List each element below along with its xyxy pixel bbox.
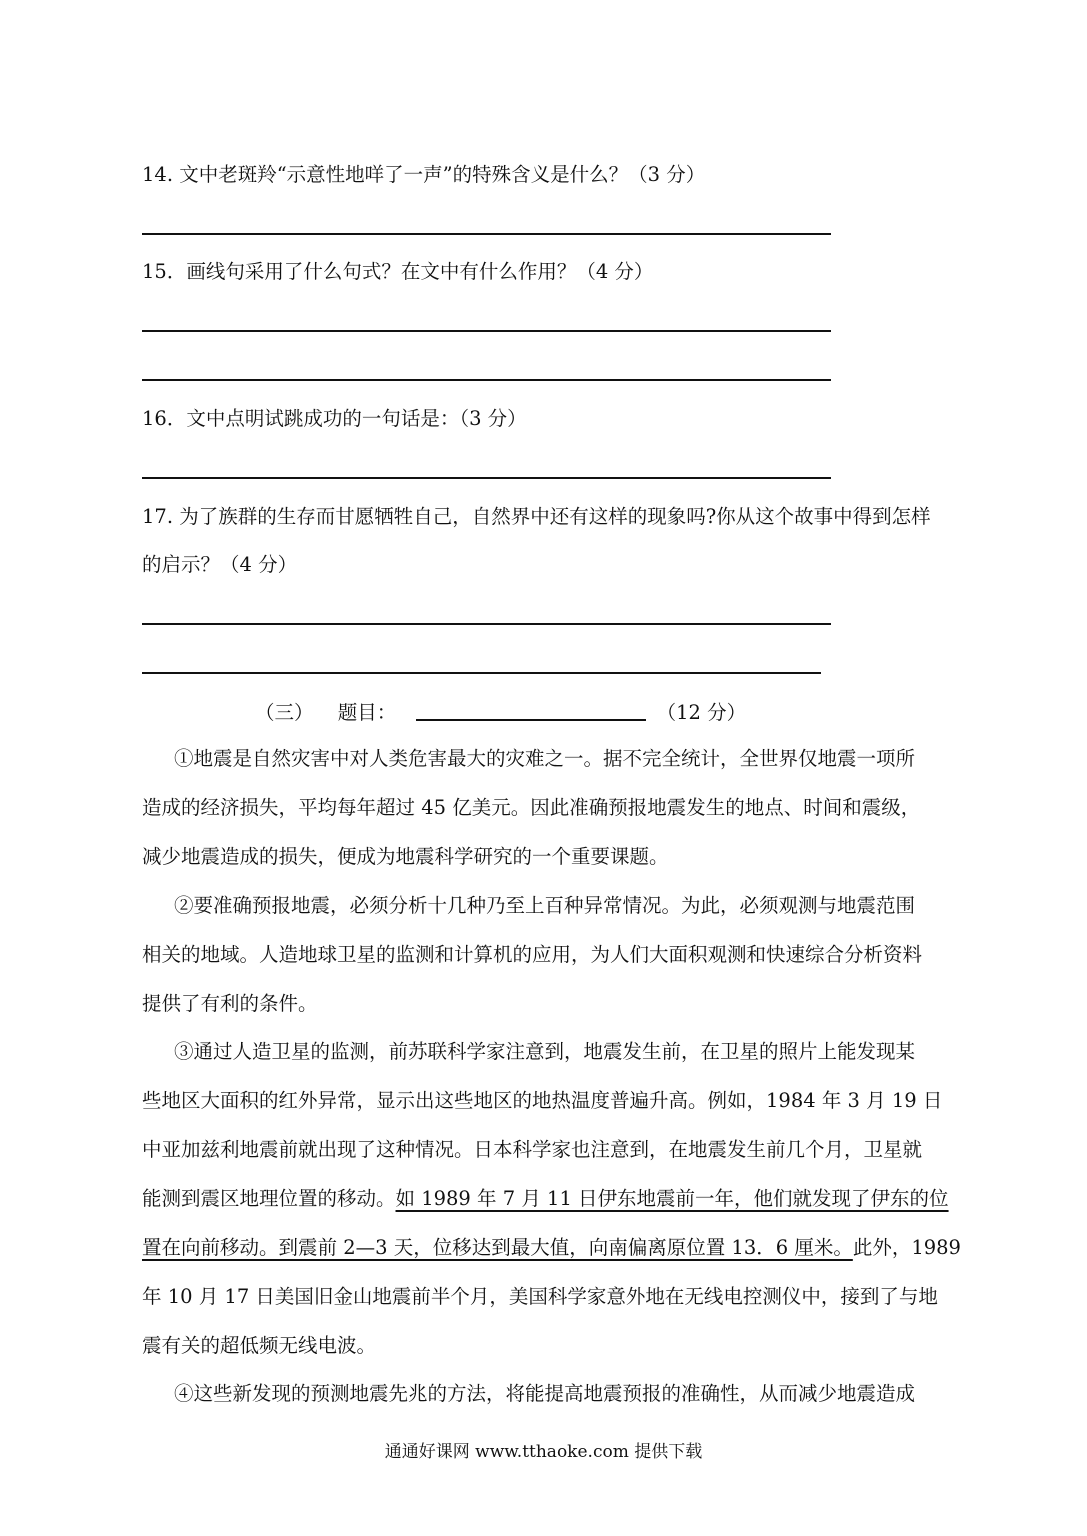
passage-line (142, 1236, 961, 1260)
page-footer: 通通好课网 www.tthaoke.com 提供下载 (384, 1442, 703, 1462)
question-15: 15．画线句采用了什么句式？在文中有什么作用？（4 分） (142, 260, 654, 283)
passage-line: ②要准确预报地震，必须分析十几种乃至上百种异常情况。为此，必须观测与地震范围 (174, 894, 916, 917)
passage-line: 中亚加兹利地震前就出现了这种情况。日本科学家也注意到，在地震发生前几个月，卫星就 (142, 1138, 923, 1161)
question-16: 16．文中点明试跳成功的一句话是：（3 分） (142, 407, 527, 430)
answer-line[interactable] (142, 233, 831, 235)
passage-line: 相关的地域。人造地球卫星的监测和计算机的应用，为人们大面积观测和快速综合分析资料 (142, 943, 923, 966)
section-3-label: （三） (255, 701, 314, 724)
passage-line: ①地震是自然灾害中对人类危害最大的灾难之一。据不完全统计，全世界仅地震一项所 (174, 747, 916, 770)
passage-line: 提供了有利的条件。 (142, 992, 318, 1015)
question-14: 14. 文中老斑羚“示意性地咩了一声”的特殊含义是什么？（3 分） (142, 163, 706, 186)
question-17-line-2: 的启示？（4 分） (142, 553, 298, 576)
title-blank[interactable] (416, 699, 646, 721)
passage-line: 震有关的超低频无线电波。 (142, 1334, 377, 1357)
answer-line[interactable] (142, 672, 821, 674)
passage-text: 此外，1989 (852, 1236, 961, 1259)
passage-line: ④这些新发现的预测地震先兆的方法，将能提高地震预报的准确性，从而减少地震造成 (174, 1382, 916, 1405)
section-3-points: （12 分） (656, 701, 747, 724)
question-17-line-1: 17. 为了族群的生存而甘愿牺牲自己，自然界中还有这样的现象吗?你从这个故事中得到怎样 (142, 505, 931, 528)
passage-line (142, 1187, 949, 1211)
passage-line: ③通过人造卫星的监测，前苏联科学家注意到，地震发生前，在卫星的照片上能发现某 (174, 1040, 916, 1063)
passage-text: 能测到震区地理位置的移动。 (142, 1187, 396, 1210)
section-3-heading (255, 699, 746, 725)
answer-line[interactable] (142, 379, 831, 381)
title-label: 题目： (337, 701, 397, 724)
passage-line: 造成的经济损失，平均每年超过 45 亿美元。因此准确预报地震发生的地点、时间和震级， (142, 796, 921, 819)
underlined-sentence: 置在向前移动。到震前 2—3 天，位移达到最大值，向南偏离原位置 13．6 厘米。 (142, 1236, 853, 1259)
passage-line: 年 10 月 17 日美国旧金山地震前半个月，美国科学家意外地在无线电控测仪中，接到了与地 (142, 1285, 938, 1308)
passage-line: 些地区大面积的红外异常，显示出这些地区的地热温度普遍升高。例如，1984 年 3 月 19 日 (142, 1089, 943, 1112)
passage-line: 减少地震造成的损失，便成为地震科学研究的一个重要课题。 (142, 845, 669, 868)
underlined-sentence: 如 1989 年 7 月 11 日伊东地震前一年，他们就发现了伊东的位 (395, 1187, 949, 1210)
answer-line[interactable] (142, 623, 831, 625)
answer-line[interactable] (142, 477, 831, 479)
answer-line[interactable] (142, 330, 831, 332)
